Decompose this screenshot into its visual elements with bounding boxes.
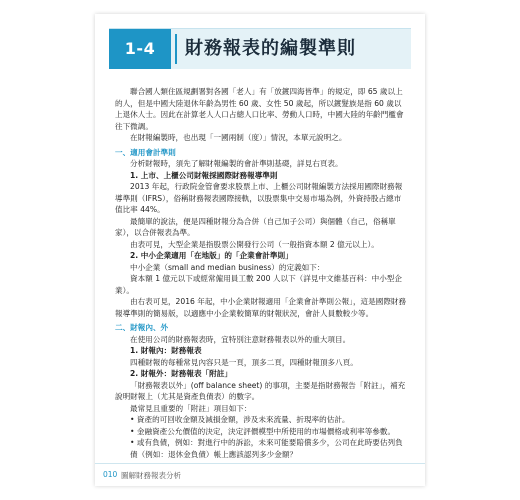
chapter-title: 財務報表的編製準則: [185, 38, 356, 59]
section-2-lead: 在使用公司的財務報表時，宜特別注意財務報表以外的重大項目。: [130, 334, 351, 344]
chapter-number: 1-4: [109, 29, 171, 69]
section-2-sub-1-title: 1. 財報內：財務報表: [130, 346, 202, 355]
section-1-sub-2-paragraph-2: 資本額 1 億元以下或經常僱用員工數 200 人以下（詳見中文維基百科：中小型企業）。: [115, 274, 402, 295]
bullet-item: • 金融資產公允價值的決定，決定評價模型中所使用的市場價格或利率等參數。: [130, 426, 396, 436]
intro-paragraph-2: 在財報編製時，也出現「一國兩制（度）」情況，本單元說明之。: [130, 133, 347, 142]
intro-paragraph-1: 聯合國人類住區規劃署對各國「老人」有「放鍍四海皆準」的規定，即 65 歲以上的人，但是中國大陸退休年齡為男性 60 歲、女性 50 歲起，所以鍍髮族是指 60 歲以上退休人士。因此在計算老人人口占總人口比率、勞動人口時，中國大陸的年齡門檻會往下微調。: [115, 87, 404, 131]
section-1-sub-1-title: 1. 上市、上櫃公司財報採國際財務報導準則: [130, 170, 278, 180]
section-1-sub-2-paragraph-3: 由右表可見，2016 年起，中小企業財報適用「企業會計準則公報」，這是國際財務報導準則的簡易版，以適應中小企業較簡單的財報狀況，會計人員數較少等。: [115, 297, 407, 318]
section-2-sub-1-text: 四種財報的每種常見內容只是一頁，頂多二頁，四種財報頂多八頁。: [130, 357, 358, 367]
section-1-sub-1-paragraph-1: 2013 年起，行政院金管會要求股票上市、上櫃公司財報編製方法採用國際財務報導準則（IFRS），俗稱財務報表國際接軌，以股票集中交易市場為例，外資持股占總市值比率 44%。: [115, 182, 403, 214]
section-1-sub-2-paragraph-1: 中小企業（small and median business）的定義如下：: [130, 262, 325, 272]
section-2-sub-2-paragraph-2: 最常見且重要的「附註」項目如下：: [130, 403, 252, 413]
section-2-sub-2-title: 2. 財報外：財務報表「附註」: [130, 369, 232, 378]
section-2-sub-2-paragraph-1: 「財務報表以外」(off balance sheet) 的事項，主要是指財務報告「附註」，補充說明財報上（尤其是資產負債表）的數字。: [115, 380, 406, 401]
page-footer: [95, 463, 425, 486]
section-1-sub-2-title: 2. 中小企業適用「在地版」的「企業會計準則」: [130, 251, 293, 260]
page-number: 010: [103, 470, 118, 479]
header-divider: [175, 34, 177, 64]
book-title: 圖解財務報表分析: [121, 471, 181, 480]
book-page: [95, 14, 425, 486]
body-text: [115, 86, 407, 460]
section-1-sub-1-paragraph-3: 由表可見，大型企業是指股票公開發行公司（一般指資本額 2 億元以上）。: [130, 239, 379, 249]
section-1-lead: 分析財報時，須先了解財報編製的會計準則基礎，詳見右頁表。: [130, 159, 343, 168]
bullet-item: • 資產的可回收金額及減損金額，涉及未來流量、折現率的估計。: [130, 415, 350, 424]
section-1-sub-1-paragraph-2: 最簡單的說法，便是四種財報分為合併（自己加子公司）與個體（自己，俗稱單家），以合併報表為準。: [115, 216, 396, 237]
section-2-heading: 二、財報內、外: [115, 323, 169, 332]
chapter-header: [109, 28, 411, 69]
section-1-heading: 一、適用會計準則: [115, 147, 176, 157]
bullet-item: • 或有負債，例如：對進行中的訴訟，未來可能要賠償多少，公司在此時要估列負債（例如：退休金負債）帳上應該認列多少金額？: [130, 438, 403, 459]
